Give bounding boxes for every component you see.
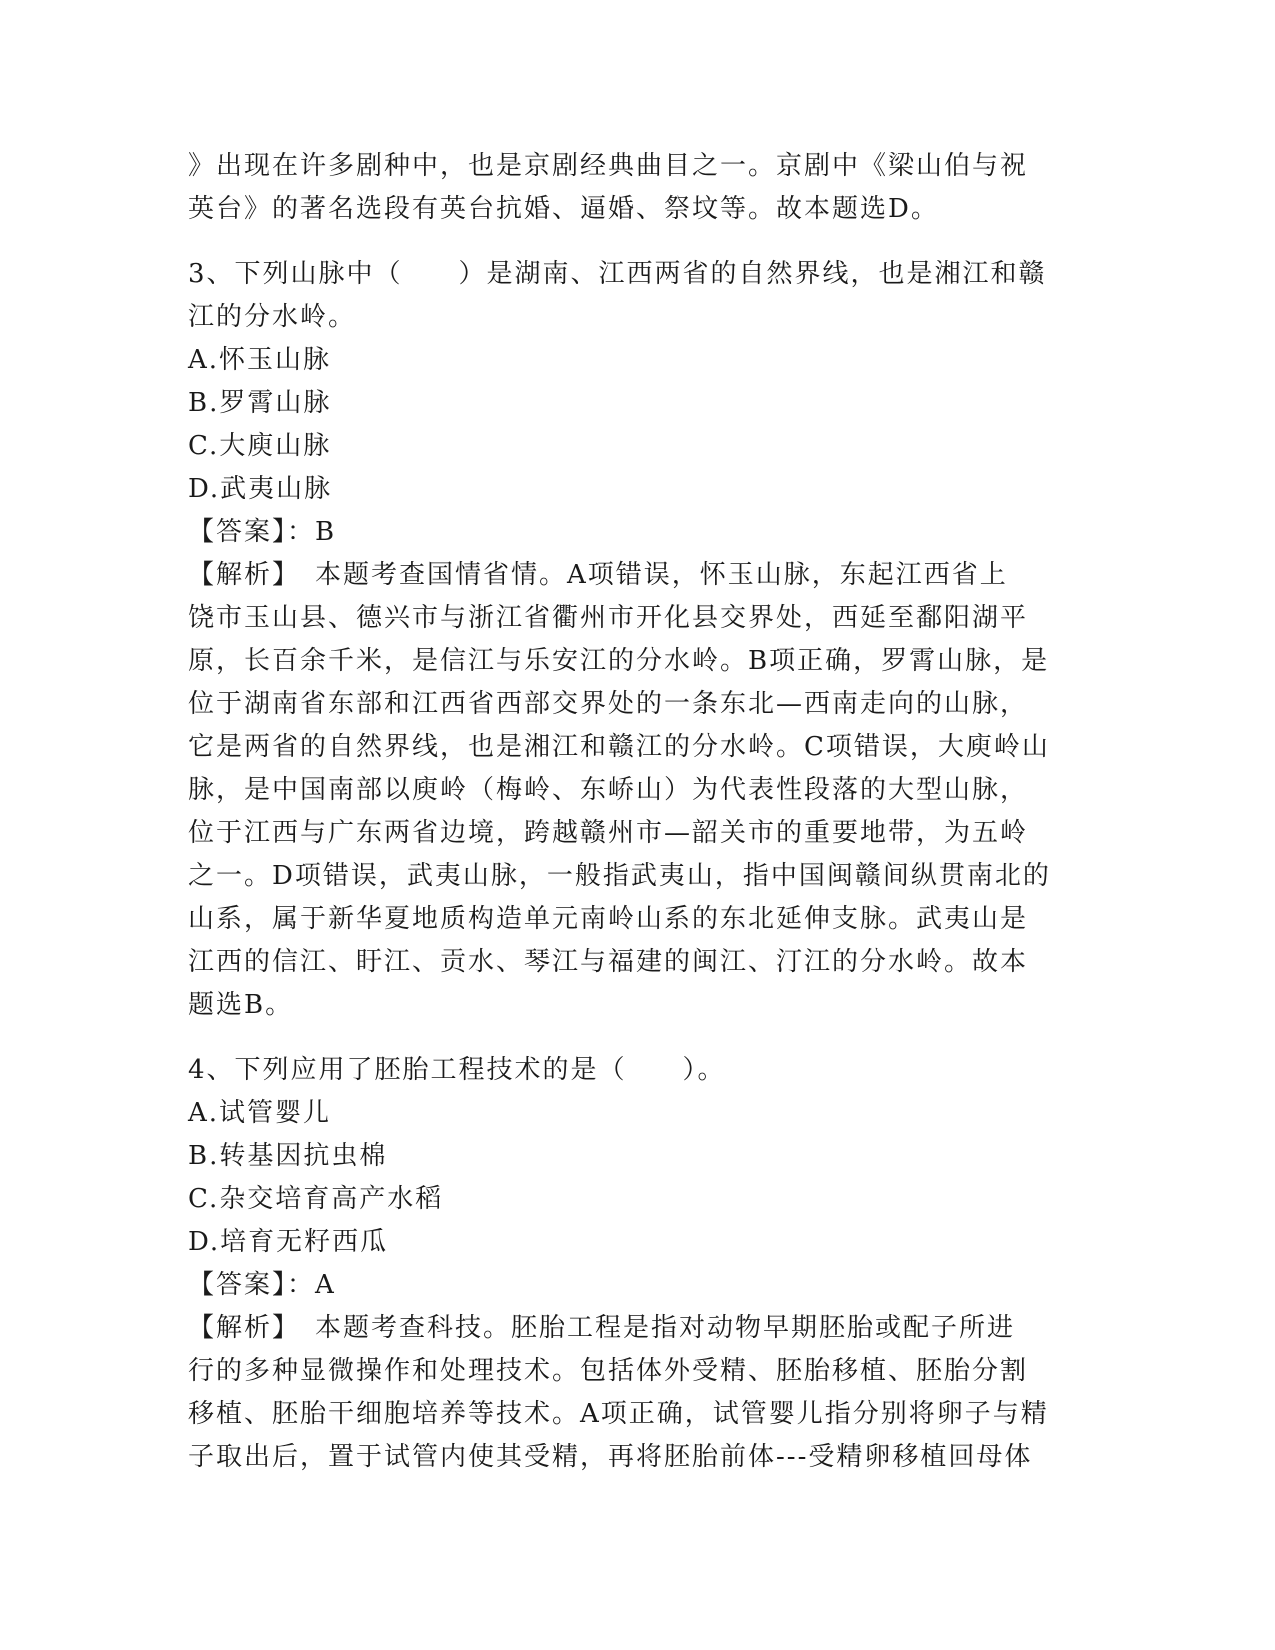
option-a: A.怀玉山脉 — [188, 345, 332, 375]
question-3 — [188, 253, 1088, 1027]
analysis-line: 位于江西与广东两省边境，跨越赣州市—韶关市的重要地带，为五岭 — [188, 818, 1029, 848]
question-stem: 4、下列应用了胚胎工程技术的是（ ）。 — [188, 1055, 726, 1085]
option-a: A.试管婴儿 — [188, 1098, 332, 1128]
analysis-line: 山系，属于新华夏地质构造单元南岭山系的东北延伸支脉。武夷山是 — [188, 904, 1029, 934]
analysis-line: 原，长百余千米，是信江与乐安江的分水岭。B项正确，罗霄山脉，是 — [188, 646, 1050, 676]
analysis-line: 子取出后，置于试管内使其受精，再将胚胎前体---受精卵移植回母体 — [188, 1442, 1033, 1472]
text-line: 英台》的著名选段有英台抗婚、逼婚、祭坟等。故本题选D。 — [188, 194, 939, 224]
analysis-line: 【解析】 本题考查国情省情。A项错误，怀玉山脉，东起江西省上 — [188, 560, 1008, 590]
previous-answer-continuation — [188, 145, 1088, 231]
analysis-line: 它是两省的自然界线，也是湘江和赣江的分水岭。C项错误，大庾岭山 — [188, 732, 1050, 762]
analysis-line: 行的多种显微操作和处理技术。包括体外受精、胚胎移植、胚胎分割 — [188, 1356, 1029, 1386]
answer-line: 【答案】：B — [188, 517, 337, 547]
analysis-line: 饶市玉山县、德兴市与浙江省衢州市开化县交界处，西延至鄱阳湖平 — [188, 603, 1029, 633]
analysis-line: 之一。D项错误，武夷山脉，一般指武夷山，指中国闽赣间纵贯南北的 — [188, 861, 1051, 891]
analysis-line: 脉，是中国南部以庾岭（梅岭、东峤山）为代表性段落的大型山脉， — [188, 775, 1029, 805]
paragraph-gap — [188, 1027, 1088, 1049]
document-page — [188, 145, 1088, 1479]
analysis-line: 移植、胚胎干细胞培养等技术。A项正确，试管婴儿指分别将卵子与精 — [188, 1399, 1049, 1429]
answer-line: 【答案】：A — [188, 1270, 336, 1300]
analysis-line: 【解析】 本题考查科技。胚胎工程是指对动物早期胚胎或配子所进 — [188, 1313, 1016, 1343]
analysis-line: 江西的信江、盱江、贡水、琴江与福建的闽江、汀江的分水岭。故本 — [188, 947, 1029, 977]
paragraph-gap — [188, 231, 1088, 253]
question-stem: 江的分水岭。 — [188, 302, 357, 332]
option-b: B.罗霄山脉 — [188, 388, 332, 418]
option-c: C.大庾山脉 — [188, 431, 332, 461]
analysis-line: 位于湖南省东部和江西省西部交界处的一条东北—西南走向的山脉， — [188, 689, 1029, 719]
question-stem: 3、下列山脉中（ ）是湖南、江西两省的自然界线，也是湘江和赣 — [188, 259, 1047, 289]
option-c: C.杂交培育高产水稻 — [188, 1184, 444, 1214]
option-d: D.武夷山脉 — [188, 474, 333, 504]
option-d: D.培育无籽西瓜 — [188, 1227, 389, 1257]
analysis-line: 题选B。 — [188, 990, 294, 1020]
text-line: 》出现在许多剧种中，也是京剧经典曲目之一。京剧中《梁山伯与祝 — [188, 151, 1029, 181]
question-4 — [188, 1049, 1088, 1479]
option-b: B.转基因抗虫棉 — [188, 1141, 388, 1171]
